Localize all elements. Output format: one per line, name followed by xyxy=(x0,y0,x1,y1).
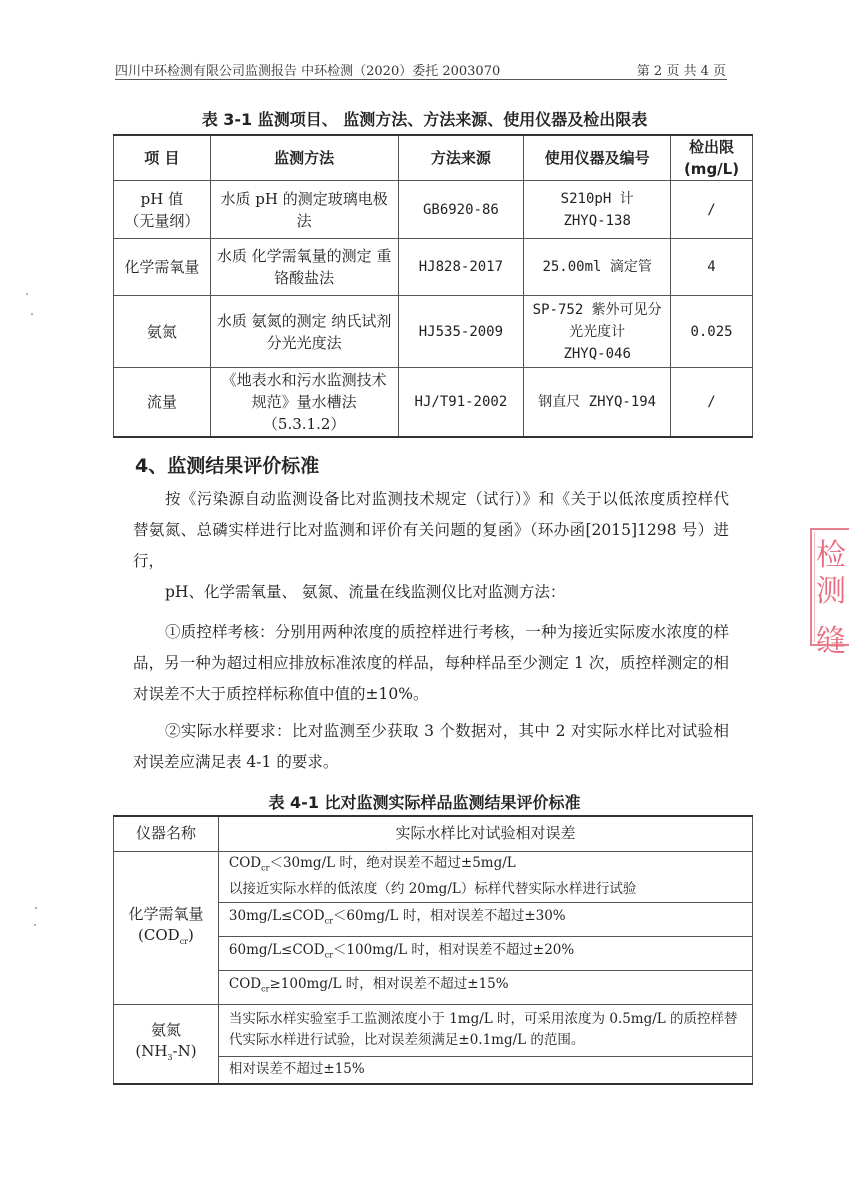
row-item: 氨氮 xyxy=(114,296,211,368)
paragraph-actual-sample: ②实际水样要求：比对监测至少获取 3 个数据对，其中 2 对实际水样比对试验相对误差应满足表 4-1 的要求。 xyxy=(133,722,729,771)
page-header xyxy=(115,56,726,80)
row-limit: / xyxy=(671,368,753,437)
table-header-row xyxy=(114,816,753,851)
table-row xyxy=(114,296,753,368)
cod-criterion-low: $COD_{cr}<30mg/L$ 时，绝对误差不超过±5mg/L 以接近实际水样的低浓度（约 20mg/L）标样代替实际水样进行试验 xyxy=(218,851,752,902)
row-instrument: S210pH 计 ZHYQ-138 xyxy=(524,181,671,239)
header-source: 方法来源 xyxy=(398,135,524,181)
cod-criterion-30-60: $30mg/L\le COD_{cr}<60mg/L$ 时，相对误差不超过±30% xyxy=(218,902,752,936)
row-source: GB6920-86 xyxy=(398,181,524,239)
row-limit: 4 xyxy=(671,239,753,296)
row-method: 《地表水和污水监测技术规范》量水槽法（5.3.1.2） xyxy=(210,368,398,437)
scan-speck xyxy=(31,313,33,315)
row-source: HJ828-2017 xyxy=(398,239,524,296)
row-instrument: 钢直尺 ZHYQ-194 xyxy=(524,368,671,437)
row-item: 化学需氧量 xyxy=(114,239,211,296)
scan-speck xyxy=(34,924,36,926)
scan-speck xyxy=(26,293,28,295)
monitoring-methods-table xyxy=(113,134,753,438)
row-item: 流量 xyxy=(114,368,211,437)
header-limit: 检出限 (mg/L) xyxy=(671,135,753,181)
table-row xyxy=(114,851,753,902)
table-row xyxy=(114,181,753,239)
table2-caption: 表 4-1 比对监测实际样品监测结果评价标准 xyxy=(268,793,581,812)
evaluation-criteria-table xyxy=(113,815,753,1085)
row-method: 水质 氨氮的测定 纳氏试剂分光光度法 xyxy=(210,296,398,368)
header-item: 项 目 xyxy=(114,135,211,181)
cod-instrument-cell: 化学需氧量 $(COD_{cr})$ xyxy=(114,851,219,1004)
row-source: HJ535-2009 xyxy=(398,296,524,368)
row-instrument: SP-752 紫外可见分光光度计 ZHYQ-046 xyxy=(524,296,671,368)
table-header-row xyxy=(114,135,753,181)
page-number: 第 2 页 共 4 页 xyxy=(636,64,726,79)
header-instrument: 使用仪器及编号 xyxy=(524,135,671,181)
table-row xyxy=(114,368,753,437)
row-limit: / xyxy=(671,181,753,239)
row-limit: 0.025 xyxy=(671,296,753,368)
row-method: 水质 化学需氧量的测定 重铬酸盐法 xyxy=(210,239,398,296)
row-item: pH 值 （无量纲） xyxy=(114,181,211,239)
row-method: 水质 pH 的测定玻璃电极法 xyxy=(210,181,398,239)
row-instrument: 25.00ml 滴定管 xyxy=(524,239,671,296)
paragraph-basis: 按《污染源自动监测设备比对监测技术规定（试行）》和《关于以低浓度质控样代替氨氮、总磷实样进行比对监测和评价有关问题的复函》（环办函[2015]1298 号）进行， xyxy=(133,490,729,570)
ammonia-criterion-low: 当实际水样实验室手工监测浓度小于 1mg/L 时，可采用浓度为 0.5mg/L 的质控样替代实际水样进行试验，比对误差须满足±0.1mg/L 的范围。 xyxy=(218,1004,752,1056)
header-method: 监测方法 xyxy=(210,135,398,181)
ammonia-criterion-general: 相对误差不超过±15% xyxy=(218,1056,752,1084)
stamp-text-line1: 检测 xyxy=(816,538,846,609)
seam-stamp xyxy=(810,528,849,659)
paragraph-methods-intro: pH、化学需氧量、 氨氮、流量在线监测仪比对监测方法： xyxy=(165,583,566,601)
row-source: HJ/T91-2002 xyxy=(398,368,524,437)
ammonia-instrument-cell: 氨氮 $(NH_3-N)$ xyxy=(114,1004,219,1084)
scan-speck xyxy=(35,907,37,909)
header-divider xyxy=(115,79,727,80)
table-row xyxy=(114,239,753,296)
section-heading: 4、监测结果评价标准 xyxy=(135,455,320,477)
table-row xyxy=(114,1004,753,1056)
header-instrument-name: 仪器名称 xyxy=(114,816,219,851)
stamp-text-line2: 缝 xyxy=(816,624,846,659)
cod-criterion-high: $COD_{cr}\ge 100mg/L$ 时，相对误差不超过±15% xyxy=(218,970,752,1004)
cod-criterion-60-100: $60mg/L\le COD_{cr}<100mg/L$ 时，相对误差不超过±20% xyxy=(218,936,752,970)
table1-caption: 表 3-1 监测项目、 监测方法、方法来源、使用仪器及检出限表 xyxy=(201,110,648,129)
paragraph-qc-sample: ①质控样考核：分别用两种浓度的质控样进行考核，一种为接近实际废水浓度的样品，另一种为超过相应排放标准浓度的样品，每种样品至少测定 1 次，质控样测定的相对误差不大于质控样标称值中值的±10%。 xyxy=(133,623,729,703)
header-relative-error: 实际水样比对试验相对误差 xyxy=(218,816,752,851)
report-header-title: 四川中环检测有限公司监测报告 中环检测（2020）委托 2003070 xyxy=(115,64,501,79)
